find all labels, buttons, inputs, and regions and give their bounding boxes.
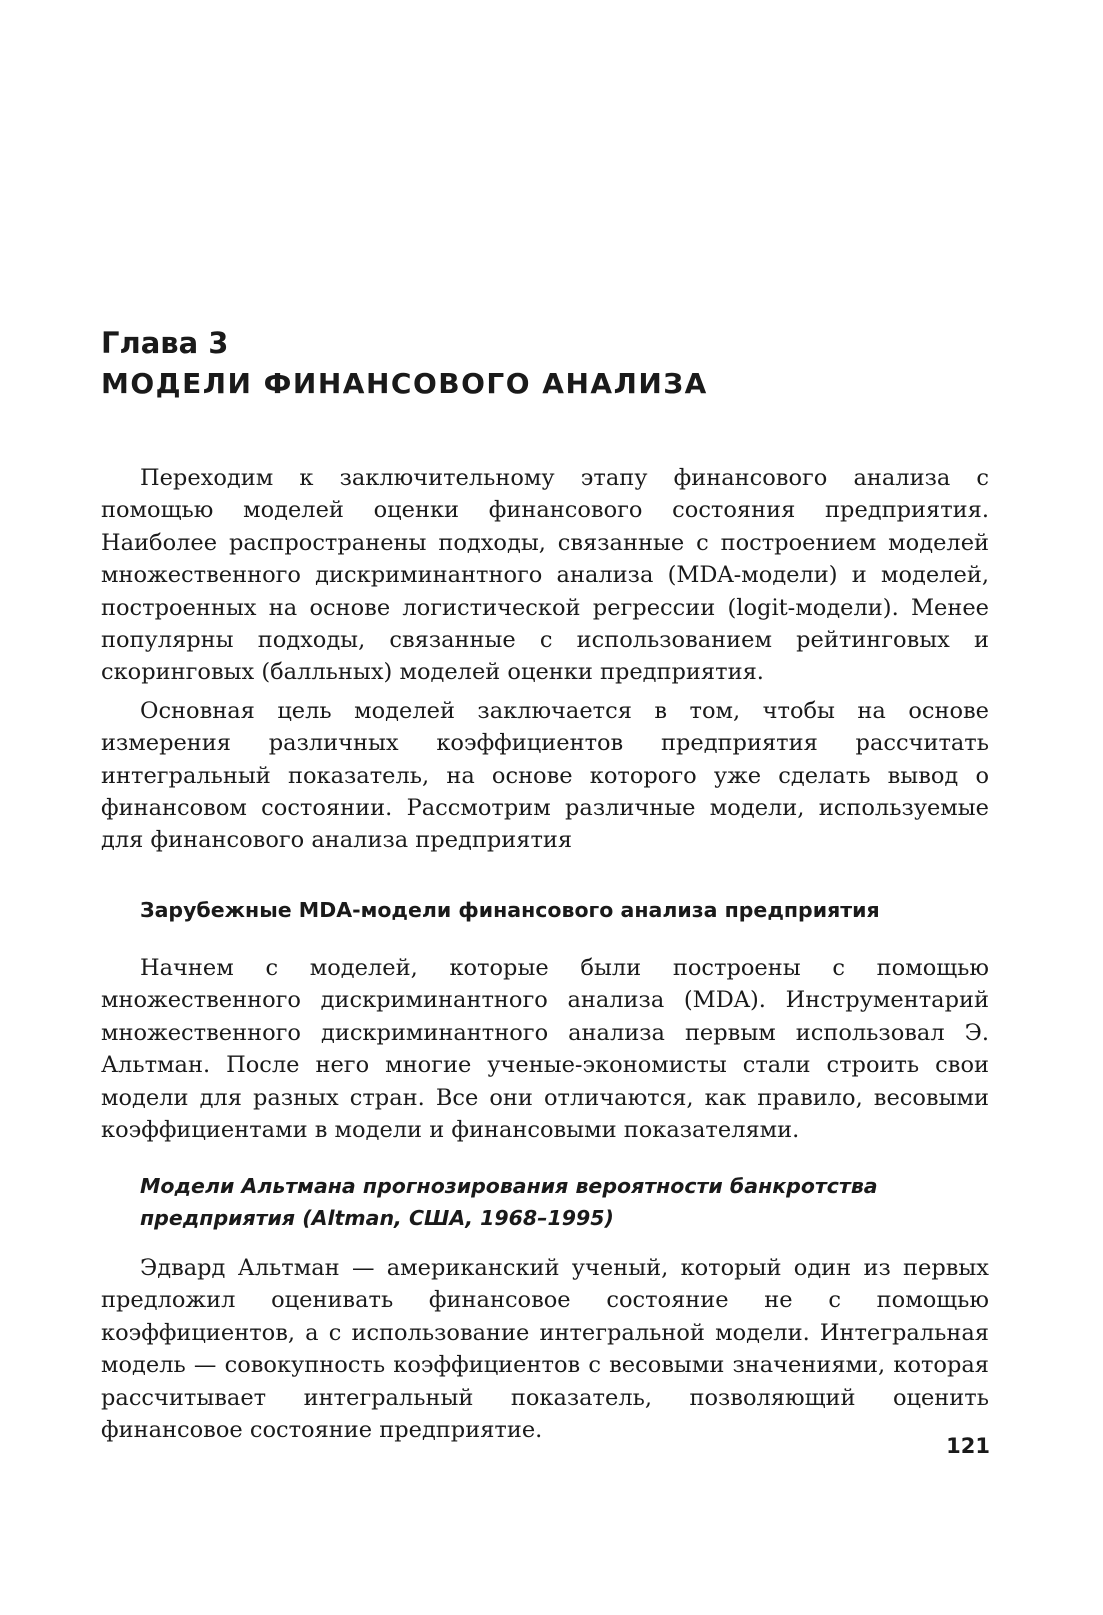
intro-text bbox=[101, 462, 989, 857]
intro-paragraph-1: Переходим к заключительному этапу финансового анализа с помощью моделей оценки финансового состояния предприятия. Наиболее распространены подходы, связанные с построением моделей множественного дискриминантного анализа (MDA-модели) и моделей, построенных на основе логистической регрессии (logit-модели). Менее популярны подходы, связанные с использованием рейтинговых и скоринговых (балльных) моделей оценки предприятия. bbox=[101, 465, 989, 686]
subsection-text bbox=[101, 1252, 989, 1446]
subsection-paragraph: Эдвард Альтман — американский ученый, который один из первых предложил оценивать финансовое состояние не с помощью коэффициентов, а с использование интегральной модели. Интегральная модель — совокупность коэффициентов с весовыми значениями, которая рассчитывает интегральный показатель, позволяющий оценить финансовое состояние предприятие. bbox=[101, 1255, 989, 1444]
chapter-label: Глава 3 bbox=[101, 326, 229, 360]
subsection-heading: Модели Альтмана прогнозирования вероятности банкротства предприятия (Altman, США, 1968–1995) bbox=[140, 1174, 878, 1230]
page-number: 121 bbox=[946, 1434, 990, 1458]
section-paragraph: Начнем с моделей, которые были построены с помощью множественного дискриминантного анализа (MDA). Инструментарий множественного дискриминантного анализа первым использовал Э. Альтман. После него многие ученые-экономисты стали строить свои модели для разных стран. Все они отличаются, как правило, весовыми коэффициентами в модели и финансовыми показателями. bbox=[101, 955, 989, 1144]
section-text bbox=[101, 952, 989, 1146]
section-heading: Зарубежные MDA-модели финансового анализа предприятия bbox=[140, 898, 880, 922]
chapter-title: МОДЕЛИ ФИНАНСОВОГО АНАЛИЗА bbox=[101, 367, 708, 400]
intro-paragraph-2: Основная цель моделей заключается в том, чтобы на основе измерения различных коэффициентов предприятия рассчитать интегральный показатель, на основе которого уже сделать вывод о финансовом состоянии. Рассмотрим различные модели, используемые для финансового анализа предприятия bbox=[101, 697, 989, 854]
